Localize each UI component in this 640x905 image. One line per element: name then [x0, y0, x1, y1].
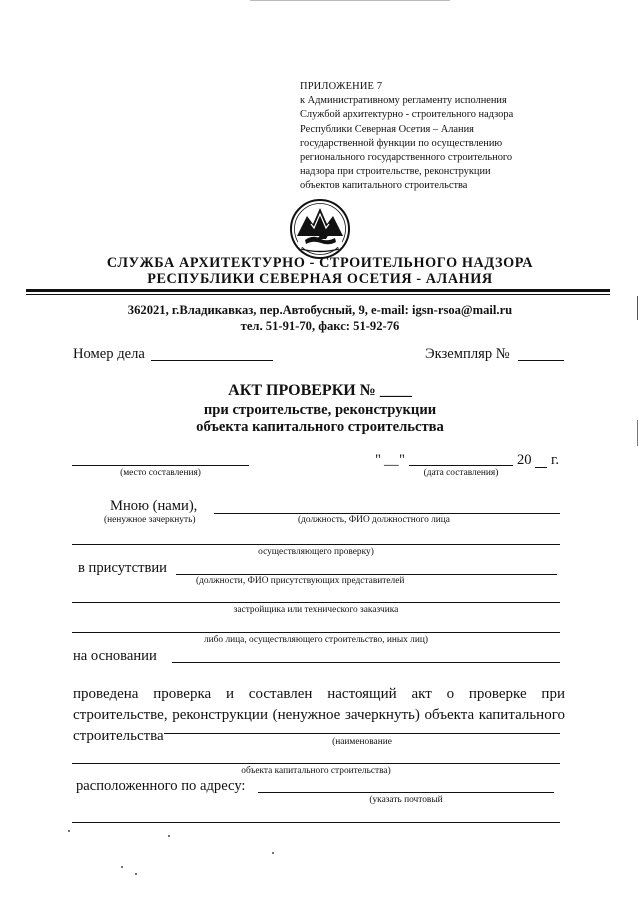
- date-quote-close: ": [399, 452, 405, 468]
- name-caption: (наименование: [332, 737, 392, 747]
- builder-field[interactable]: [72, 632, 560, 633]
- place-field[interactable]: [72, 465, 249, 466]
- case-number-label: Номер дела: [73, 346, 145, 362]
- appendix-line: государственной функции по осуществлению: [300, 137, 503, 149]
- presence-field[interactable]: [176, 574, 557, 575]
- developer-field[interactable]: [72, 602, 560, 603]
- scan-speck: [135, 873, 137, 875]
- postal-caption: (указать почтовый: [369, 795, 443, 805]
- developer-caption: застройщика или технического заказчика: [233, 605, 399, 615]
- appendix-line: регионального государственного строительного: [300, 152, 513, 164]
- address-field[interactable]: [258, 792, 554, 793]
- scan-mark: [637, 296, 638, 320]
- case-number-field[interactable]: [151, 360, 273, 361]
- scan-speck: [168, 835, 170, 837]
- appendix-line: объектов капитального строительства: [300, 180, 468, 192]
- object-caption: объекта капитального строительства): [241, 766, 391, 776]
- date-month-field[interactable]: [409, 465, 513, 466]
- inspection-statement: проведена проверка и составлен настоящий акт о проверке при строительстве, реконструкции (ненужное зачеркнуть) объекта капитального строительства: [73, 686, 565, 744]
- appendix-block: [300, 80, 570, 194]
- address-continuation-field[interactable]: [72, 822, 560, 823]
- appendix-heading: ПРИЛОЖЕНИЕ 7: [300, 81, 383, 92]
- organization-phones: тел. 51-91-70, факс: 51-92-76: [240, 319, 400, 333]
- basis-label: на основании: [73, 648, 157, 664]
- inspector-field[interactable]: [72, 544, 560, 545]
- header-divider: [26, 289, 610, 292]
- appendix-line: надзора при строительстве, реконструкции: [300, 166, 491, 178]
- scan-edge-line: [250, 0, 450, 1]
- act-subtitle: при строительстве, реконструкции: [203, 402, 437, 418]
- address-label: расположенного по адресу:: [76, 778, 246, 794]
- object-name-field[interactable]: [164, 733, 560, 734]
- presence-caption: (должности, ФИО присутствующих представителей: [196, 576, 405, 586]
- republic-emblem-icon: [289, 198, 351, 260]
- date-year-prefix: 20: [517, 452, 532, 468]
- header-divider-thin: [26, 294, 610, 295]
- object-field[interactable]: [72, 763, 560, 764]
- strike-caption: (ненужное зачеркнуть): [104, 515, 196, 525]
- date-day-field[interactable]: __: [384, 452, 399, 468]
- basis-field[interactable]: [172, 662, 560, 663]
- act-title: АКТ ПРОВЕРКИ № ____: [228, 382, 412, 399]
- scan-speck: [272, 852, 274, 854]
- act-subtitle-object: объекта капитального строительства: [196, 419, 444, 435]
- organization-name: СЛУЖБА АРХИТЕКТУРНО - СТРОИТЕЛЬНОГО НАДЗОРА: [106, 255, 534, 271]
- appendix-line: Службой архитектурно - строительного надзора: [300, 109, 514, 121]
- scan-speck: [68, 830, 70, 832]
- organization-region: РЕСПУБЛИКИ СЕВЕРНАЯ ОСЕТИЯ - АЛАНИЯ: [147, 271, 493, 287]
- date-quote-open: ": [375, 452, 381, 468]
- copy-number-field[interactable]: [518, 360, 564, 361]
- by-me-label: Мною (нами),: [110, 498, 198, 514]
- scan-mark: [637, 420, 638, 446]
- organization-address: 362021, г.Владикавказ, пер.Автобусный, 9, e-mail: igsn-rsoa@mail.ru: [127, 303, 513, 317]
- appendix-line: Республики Северная Осетия – Алания: [300, 123, 474, 135]
- date-year-suffix: г.: [551, 452, 559, 468]
- official-caption: (должность, ФИО должностного лица: [298, 515, 450, 525]
- copy-number-label: Экземпляр №: [425, 346, 510, 362]
- official-field[interactable]: [214, 513, 560, 514]
- scan-speck: [121, 866, 123, 868]
- appendix-line: к Административному регламенту исполнения: [300, 95, 507, 107]
- date-caption: (дата составления): [423, 468, 499, 478]
- inspector-caption: осуществляющего проверку): [258, 547, 374, 557]
- place-caption: (место составления): [120, 468, 201, 478]
- builder-caption: либо лица, осуществляющего строительство, иных лиц): [203, 635, 429, 645]
- date-year-field[interactable]: [535, 467, 547, 468]
- presence-label: в присутствии: [78, 560, 167, 576]
